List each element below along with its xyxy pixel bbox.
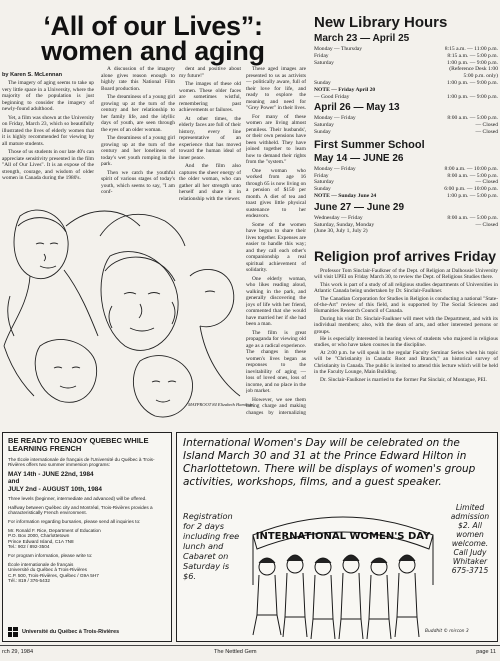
university-name: Université du Québec à Trois-Rivières	[22, 629, 120, 635]
ad-location: Halfway between Québec city and Montréal, Trois-Rivières provides a characteristically French environment.	[8, 504, 153, 516]
women-faces-illustration	[0, 196, 244, 422]
library-period-heading: March 23 — April 25	[314, 33, 410, 44]
table-row: NOTE — Sunday June 24 1:00 p.m. — 5:00 p.m.	[314, 192, 498, 199]
ad-title: BE READY TO ENJOY QUEBEC WHILE LEARNING FRENCH	[8, 436, 149, 454]
table-row: (Reference Desk 1:00	[449, 66, 498, 73]
quebec-french-ad	[2, 432, 172, 642]
womens-day-announcement: International Women's Day will be celebrated on the Island March 30 and 31 at the Prince Edward Hilton in Charlottetown. There will be displays of women's group activities, workshops, films, and a guest speaker.	[183, 437, 476, 488]
issue-date: rch 29, 1984	[2, 649, 34, 655]
paragraph: Those of us students in our late 40's can appreciate sensitivity presented in the film "All of Our Lives". It is an expose of the strength, courage, and wisdom of older women in Canada during the 1980's.	[2, 149, 94, 181]
paragraph: The film is great propaganda for viewing old age as a radical experience. The changes in these women's lives began as responses to the inevitability of aging — loss of loved ones, loss of income, and no place in the job market.	[246, 329, 306, 394]
paragraph: The images of these old women. These older faces are sometimes wistful, remembering past achievements or failures.	[179, 81, 241, 113]
paragraph: And the film also captures the sheer energy of the older woman, who can gather all her strength unto herself and share it in relationship with the viewer.	[179, 163, 241, 202]
banner-text: INTERNATIONAL WOMEN'S DAY	[255, 531, 431, 542]
paragraph: At other times, the elderly faces are full of their history, every line representative of an experience that has moved toward the human ideal of inner peace.	[179, 115, 241, 161]
paragraph: Professor Tom Sinclair-Faulkner of the Dept. of Religion at Dalhousie University will visit UPEI on Friday March 30, to review the Dept. of Religious Studies there.	[314, 268, 498, 281]
paragraph: These aged images are presented to us as activists — politically aware, full of their love for life, and ready to explore the meaning and need for "Grey Power" in their lives.	[246, 66, 306, 111]
ad-levels: Three levels (beginner, intermediate and advanced) will be offered.	[8, 496, 147, 502]
women-figures	[253, 555, 419, 639]
womens-day-ad	[176, 432, 498, 642]
illustration-credit: MAYPROOT 84 Elizabeth Hamilton	[188, 402, 254, 407]
table-row: Sunday — Closed	[314, 128, 498, 135]
and-label: and	[8, 478, 20, 486]
ad-intro: The École internationale de français de l'Université du Québec à Trois-Rivières offers two summer immersion programs:	[8, 456, 155, 468]
paper-name: The Nettled Gem	[214, 649, 257, 655]
article-column-1	[2, 80, 94, 204]
paragraph: He is especially interested in hearing views of students who majored in religious studies, or who have taken courses in the discipline.	[314, 336, 498, 349]
table-row: Saturday 1:00 p.m. — 9:00 p.m.	[314, 59, 498, 66]
aging-article	[0, 11, 306, 426]
headline-line-1: ‘All of our Lives”:	[43, 11, 263, 41]
summer-period-heading: June 27 — June 29	[314, 201, 405, 213]
table-row: Monday — Thursday 8:15 a.m. — 11:00 p.m.	[314, 46, 498, 52]
table-row: Saturday — Closed	[314, 179, 498, 186]
headline-line-2: women and aging	[41, 36, 265, 66]
religion-article	[314, 268, 498, 384]
table-row: Monday — Friday 8:00 a.m. — 5:00 p.m.	[314, 115, 498, 122]
library-schedule-1	[314, 46, 498, 100]
paragraph: This work is part of a study of all religious studies departments of Universities in Atlantic Canada being undertaken by Dr. Sinclair-Faulkner.	[314, 281, 498, 295]
article-headline	[0, 11, 306, 66]
paragraph: dent and positive about my future!"	[179, 66, 241, 79]
registration-info: Registration for 2 days including free lunch and Cabaret on Saturday is $6.	[183, 511, 240, 581]
university-logo-icon	[8, 627, 18, 637]
paragraph: The dreaminess of a young girl growing up at the turn of the century and her relationship to her family life, and the idyllic days of youth, are seen through the eyes of an older woman.	[101, 94, 175, 133]
paragraph: One elderly woman, who likes reading aloud, walking in the park, and generally discovering the joys of life with her friend, commented that she would have married her if she had been a man.	[246, 275, 306, 327]
artist-signature: Buddhit © mircon 3	[425, 629, 469, 634]
table-row: NOTE — Friday April 20	[314, 86, 376, 93]
paragraph: During his visit Dr. Sinclair-Faulkner will meet with the Department, and with its individual members; also, with the dean of arts, and other interested persons or groups.	[314, 315, 498, 335]
table-row: Saturday, Sunday, Monday — Closed	[314, 221, 498, 228]
paragraph: For many of these women are living almost penniless. Their husbands', or their own pensions have been withheld. They have joined together to learn how to demand their rights from the "system."	[246, 113, 306, 165]
table-row: Sunday 1:00 p.m. — 9:00 p.m.	[314, 79, 498, 86]
ad-bursary-intro: For information regarding bursaries, please send all inquiries to:	[8, 519, 141, 524]
summer-schedule-2	[314, 215, 498, 235]
paragraph: The imagery of aging seems to take up very little space in a University, where the majority of the population is just beginning to consider the imagery of newly-found adulthood.	[2, 80, 94, 112]
paragraph: One woman who worked from age 16 through 65 is now living on a pension of $150 per month. A diet of tea and toast gives little physical sustenance to her endeavors.	[246, 167, 306, 219]
summer-period-heading: May 14 — JUNE 26	[314, 152, 404, 164]
program-contact: École internationale de français Université du Québec à Trois-Rivières C.P. 500, Trois-Rivières, Québec / G9A 5H7 Tél.: 819 / 376-5432	[8, 561, 99, 584]
library-schedule-2	[314, 115, 498, 135]
library-period-heading: April 26 — May 13	[314, 102, 400, 114]
page-footer	[0, 645, 500, 660]
paragraph: Some of the women have begun to share their lives together. Expenses are easier to handle this way; and they call each other's companionship a real spiritual achievement of solidarity.	[246, 221, 306, 273]
table-row: Saturday — Closed	[314, 122, 498, 129]
ad-program-intro: For program information, please write to:	[8, 552, 93, 558]
ad-dates	[8, 471, 166, 493]
admission-info: Limited admission $2. All women welcome. Call Judy Whitaker 675-3715	[450, 503, 490, 575]
paragraph: Yet, a film was shown at the University on Friday, March 23, which so beautifully illustrated the lives of elderly women that it is highly recommended for viewing by all mature students.	[2, 114, 94, 147]
paragraph: At 2:00 p.m. he will speak in the regular Faculty Seminar Series when his topic will be "Christianity in Canada: Root and Branch," an historical survey of Christianity in Canada. The public is invited to attend this lecture which will be held in the Faculty Lounge, Main Building.	[314, 349, 498, 376]
bursary-contact: Mr. Ronald F. Rice, Department of Education P.O. Box 2000, Charlottetown Prince Edward Island, C1A 7N8 Tel.: 902 / 892-3504	[8, 527, 101, 550]
table-row: 5:00 p.m. only)	[463, 73, 498, 80]
paragraph: The Canadian Corporation for Studies in Religion is conducting a national "State-of-the-Art" review of this field, and is supported by The Social Sciences and Humanities Research Council of Canada.	[314, 295, 498, 315]
library-title: New Library Hours	[314, 14, 448, 31]
table-row: Sunday 6:00 p.m. — 10:00 p.m.	[314, 186, 498, 193]
summer-schedule-1	[314, 166, 498, 200]
paragraph: Then we catch the youthful spirit of various stages of today's youth, which seems to say, "I am conf-	[101, 169, 175, 195]
paragraph: The dreaminess of a young girl growing up at the turn of the century and her loneliness of today's wet youth romping in the park.	[101, 135, 175, 167]
religion-headline: Religion prof arrives Friday	[314, 248, 497, 264]
session-1-dates: MAY 14th - JUNE 22nd, 1984	[8, 471, 94, 478]
article-column-4	[246, 66, 306, 416]
byline: by Karen S. McLennan	[2, 72, 62, 78]
table-row: — Good Friday 1:00 p.m. — 9:00 p.m.	[314, 93, 498, 100]
table-row: Wednesday — Friday 8:00 a.m. — 5:00 p.m.	[314, 214, 498, 221]
paragraph: A discussion of the imagery alone gives reason enough to highly rate this National Film Board production.	[101, 66, 175, 92]
table-row: Monday — Friday 8:00 a.m. — 10:00 p.m.	[314, 165, 498, 172]
university-footer	[8, 627, 119, 637]
page-number: page 11	[476, 649, 496, 655]
paragraph: However, we see them taking charge and making changes by internalizing	[246, 396, 306, 416]
session-2-dates: JULY 2nd - AUGUST 10th, 1984	[8, 485, 102, 493]
summer-school-title: First Summer School	[314, 138, 425, 151]
womens-day-banner-illustration	[245, 505, 441, 639]
table-row: Friday 8:15 a.m. — 5:00 p.m.	[314, 52, 498, 59]
table-row: (June 30, July 1, July 2)	[314, 228, 368, 235]
paragraph: Dr. Sinclair-Faulkner is married to the former Pat Sinclair, of Montague, PEI.	[320, 376, 487, 383]
table-row: Friday 8:00 a.m. — 5:00 p.m.	[314, 172, 498, 179]
library-hours-section	[314, 14, 498, 235]
